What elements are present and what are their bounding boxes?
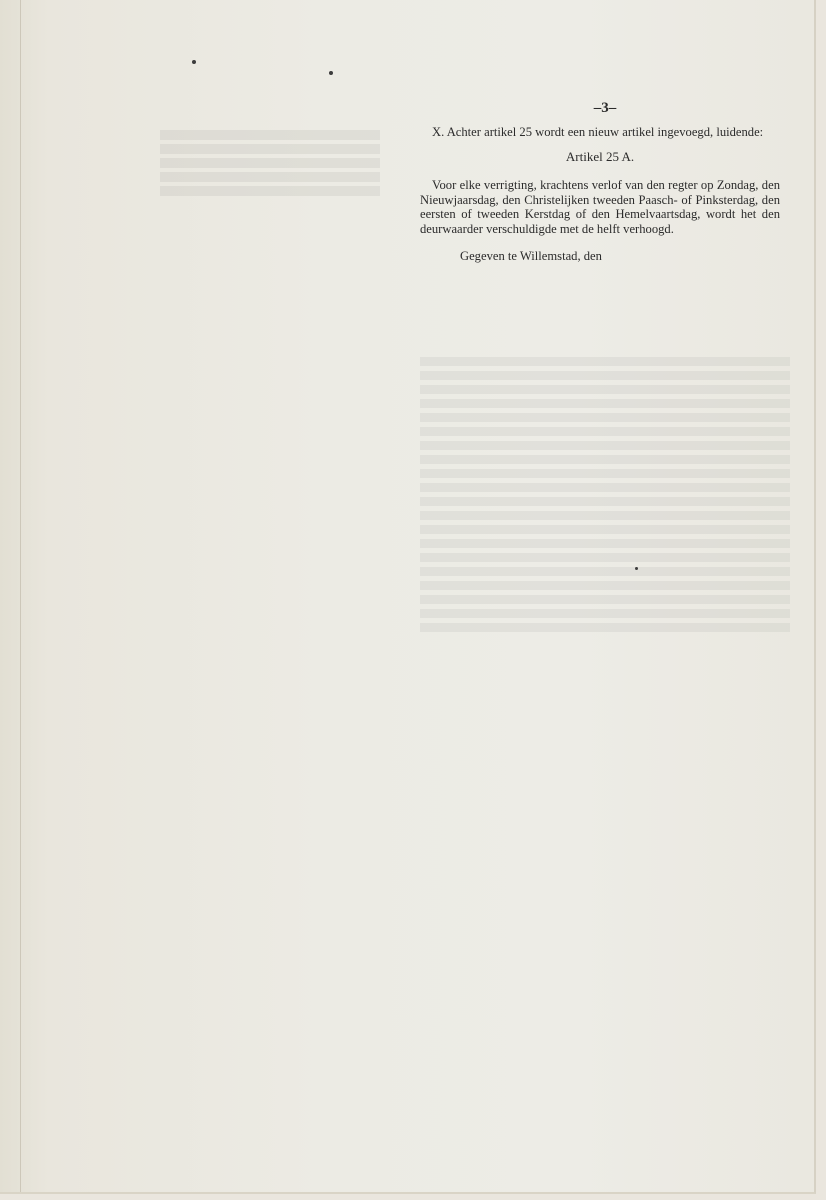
- article-intro-paragraph: X. Achter artikel 25 wordt een nieuw artikel ingevoegd, luidende:: [432, 125, 764, 139]
- ink-speck: [635, 567, 638, 570]
- page-fold-line: [20, 0, 21, 1192]
- article-body-paragraph: Voor elke verrigting, krachtens verlof van den regter op Zondag, den Nieuwjaarsdag, den Christelijken tweeden Paasch- of Pinksterdag, den eersten of tweeden Kerstdag of den Hemelvaartsdag, wordt het den deurwaarder verschuldigde met de helft verhoogd.: [420, 178, 780, 236]
- closing-line: Gegeven te Willemstad, den: [460, 249, 602, 263]
- document-text: [420, 100, 780, 264]
- bleed-through-right: [420, 352, 790, 637]
- article-heading: Artikel 25 A.: [565, 148, 635, 164]
- bleed-through-left: [120, 100, 380, 218]
- ink-speck: [192, 60, 196, 64]
- page-number: –3–: [593, 100, 617, 116]
- ink-speck: [329, 71, 333, 75]
